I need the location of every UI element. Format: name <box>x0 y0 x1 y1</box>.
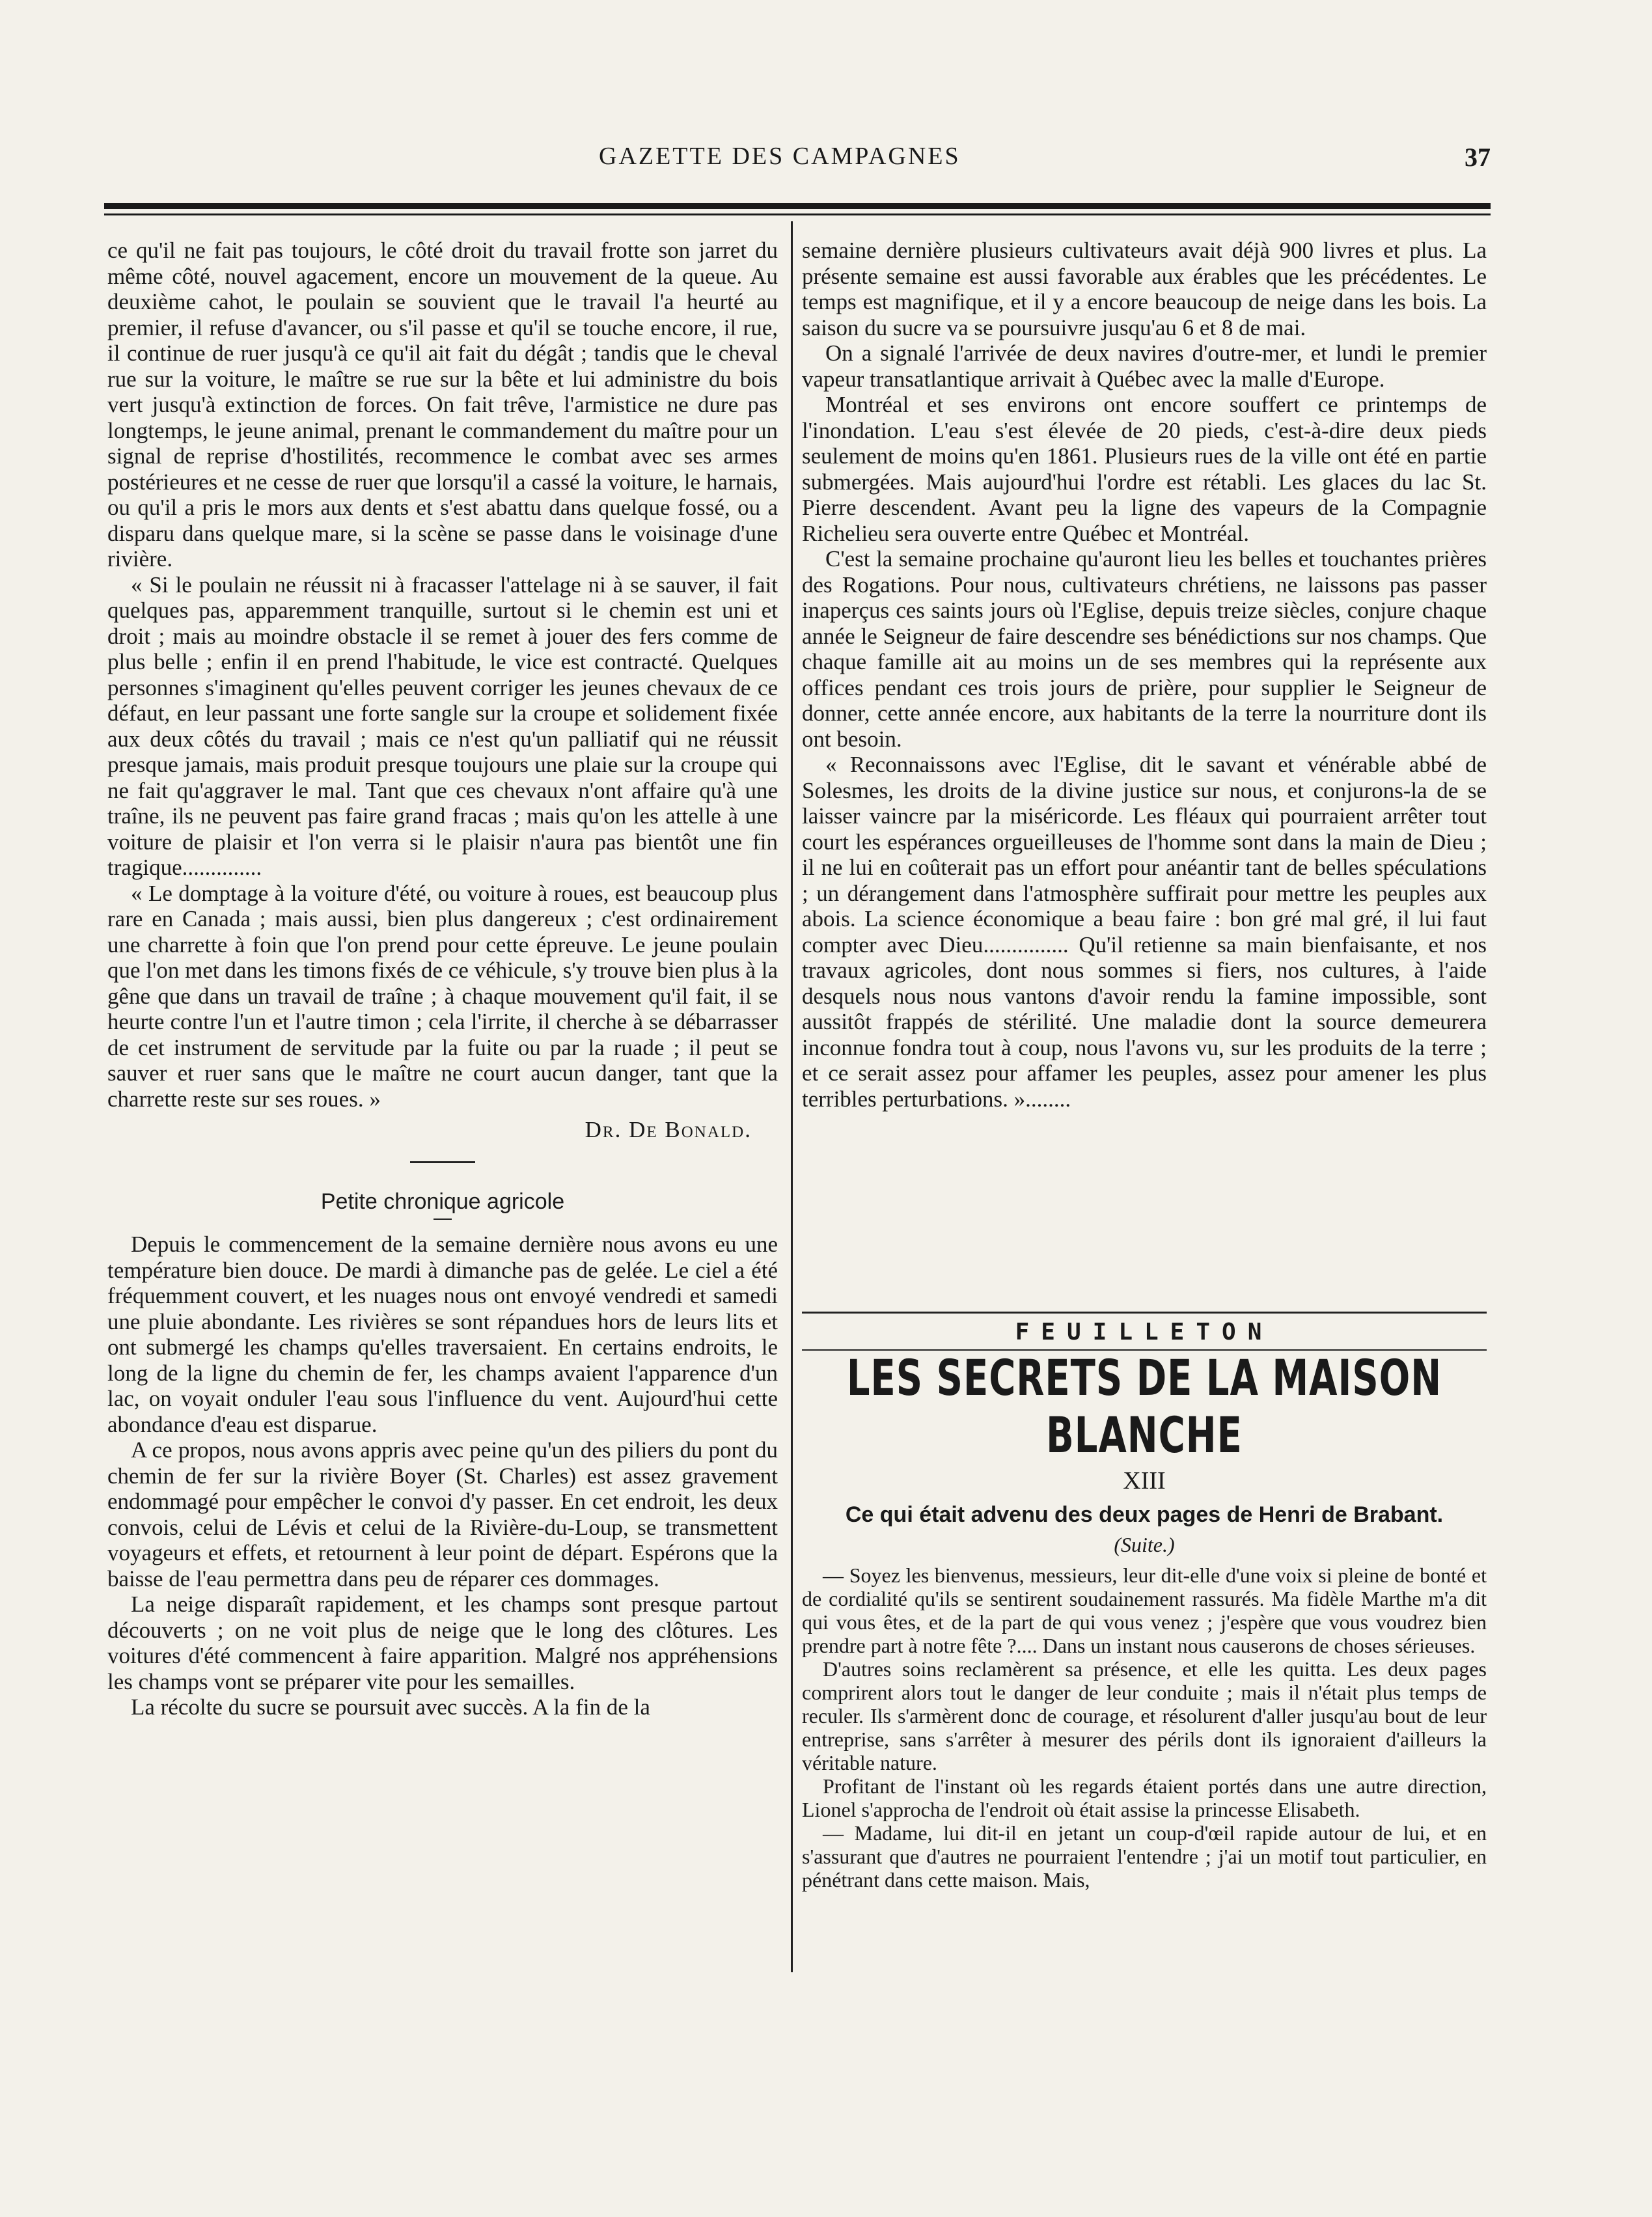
feuilleton-section <box>802 1312 1487 1892</box>
header-rule-thin <box>104 213 1491 215</box>
chapter-title: Ce qui était advenu des deux pages de Henri de Brabant. <box>845 1502 1444 1527</box>
column-divider <box>791 221 793 1972</box>
story-paragraph: — Madame, lui dit-il en jetant un coup-d'œil rapide autour de lui, et en s'assurant que d'autres ne pourraient l'entendre ; j'ai un motif tout particulier, en pénétrant dans cette maison. Mais, <box>802 1821 1487 1892</box>
feuilleton-text <box>802 1563 1487 1892</box>
page-number: 37 <box>1465 143 1491 172</box>
chronique-paragraph: A ce propos, nous avons appris avec peine qu'un des piliers du pont du chemin de fer sur la rivière Boyer (St. Charles) est assez gravement endommagé pour empêcher le convoi d'y passer. En cet endroit, les deux convois, celui de Lévis et celui de la Rivière-du-Loup, se transmettent voyageurs et effets, et retournent à leur point de départ. Espérons que la baisse de l'eau permettra dans peu de réparer ces dommages. <box>107 1437 778 1591</box>
chronique-paragraph: La neige disparaît rapidement, et les champs sont presque partout découverts ; on ne voit plus de neige que le long des clôtures. Les voitures d'été commencent à faire apparition. Malgré nos appréhensions les champs vont se préparer vite pour les semailles. <box>107 1591 778 1694</box>
chronique-paragraph: semaine dernière plusieurs cultivateurs avait déjà 900 livres et plus. La présente semaine est aussi favorable aux érables que les précédentes. Le temps est magnifique, et il y a encore beaucoup de neige dans les bois. La saison du sucre va se poursuivre jusqu'au 6 et 8 de mai. <box>802 238 1487 340</box>
article-paragraph: « Le domptage à la voiture d'été, ou voiture à roues, est beaucoup plus rare en Canada ; mais aussi, bien plus dangereux ; c'est ordinairement une charrette à foin que l'on prend pour cette épreuve. Le jeune poulain que l'on met dans les timons fixés de ce véhicule, s'y trouve bien plus à la gêne que dans un travail de traîne ; à chaque mouvement qu'il fait, il se heurte contre l'un et l'autre timon ; cela l'irrite, il cherche à se débarrasser de cet instrument de servitude par la fuite ou par la ruade ; il peut se sauver et ruer sans que le maître ne court aucun danger, tant que la charrette reste sur ses roues. » <box>107 880 778 1112</box>
chronique-paragraph: On a signalé l'arrivée de deux navires d'outre-mer, et lundi le premier vapeur transatlantique arrivait à Québec avec la malle d'Europe. <box>802 340 1487 392</box>
author-signature: Dr. De Bonald. <box>585 1117 752 1142</box>
section-separator <box>410 1161 475 1163</box>
header-rule-thick <box>104 203 1491 209</box>
chapter-number: XIII <box>1123 1467 1166 1494</box>
feuilleton-label: FEUILLETON <box>1015 1319 1274 1345</box>
story-paragraph: Profitant de l'instant où les regards étaient portés dans une autre direction, Lionel s'approcha de l'endroit où était assise la princesse Elisabeth. <box>802 1774 1487 1821</box>
article-paragraph: « Si le poulain ne réussit ni à fracasser l'attelage ni à se sauver, il fait quelques pas, apparemment tranquille, surtout si le chemin est uni et droit ; mais au moindre obstacle il se remet à jouer des fers comme de plus belle ; enfin il en prend l'habitude, le vice est contracté. Quelques personnes s'imaginent qu'elles peuvent corriger les jeunes chevaux de ce défaut, en leur passant une forte sangle sur la croupe et solidement fixée aux deux côtés du travail ; mais ce n'est qu'un palliatif qui ne réussit presque jamais, mais produit presque toujours une plaie sur la croupe qui ne fait qu'aggraver le mal. Tant que ces chevaux n'ont affaire qu'à une traîne, ils ne peuvent pas faire grand fracas ; mais qu'on les attelle à une voiture de plaisir et l'on verra si le plaisir n'aura pas bientôt une fin tragique.............. <box>107 571 778 880</box>
running-head <box>104 142 1491 181</box>
article-paragraph: ce qu'il ne fait pas toujours, le côté droit du travail frotte son jarret du même côté, nouvel agacement, encore un mouvement de la queue. Au deuxième cahot, le poulain se souvient que le travail l'a heurté au premier, il refuse d'avancer, ou s'il passe et qu'il se touche encore, il rue, il continue de ruer jusqu'à ce qu'il ait fait du dégât ; tandis que le cheval rue sur la voiture, le maître se rue sur la bête et lui administre du bois vert jusqu'à extinction de forces. On fait trêve, l'armistice ne dure pas longtemps, le jeune animal, prenant le commandement du maître pour un signal de reprise d'hostilités, recommence le combat avec ses armes postérieures et ne cesse de ruer que lorsqu'il a cassé la voiture, le harnais, ou qu'il a pris le mors aux dents et s'est abattu dans quelque fossé, ou a disparu dans quelque mare, si la scène se passe dans le voisinage d'une rivière. <box>107 238 778 571</box>
story-paragraph: — Soyez les bienvenus, messieurs, leur dit-elle d'une voix si pleine de bonté et de cordialité qu'ils se sentirent soudainement rassurés. Ma fidèle Marthe m'a dit qui vous êtes, et de la part de qui vous venez ; j'espère que vous voudrez bien prendre part à notre fête ?.... Dans un instant nous causerons de choses sérieuses. <box>802 1563 1487 1657</box>
chronique-paragraph: Montréal et ses environs ont encore souffert ce printemps de l'inondation. L'eau s'est élevée de 20 pieds, c'est-à-dire deux pieds seulement de moins qu'en 1861. Plusieurs rues de la ville ont été en partie submergées. Mais aujourd'hui l'ordre est rétabli. Les glaces du lac St. Pierre descendent. Avant peu la ligne des vapeurs de la Compagnie Richelieu sera ouverte entre Québec et Montréal. <box>802 392 1487 546</box>
right-column <box>802 238 1487 1112</box>
chronique-paragraph: « Reconnaissons avec l'Eglise, dit le savant et vénérable abbé de Solesmes, les droits de la divine justice sur nous, et conjurons-la de se laisser vaincre par la miséricorde. Les fléaux qui pourraient arrêter tout court les espérances orgueilleuses de l'homme sont dans la main de Dieu ; il ne lui en coûterait pas un effort pour anéantir tant de belles spéculations ; un dérangement dans l'atmosphère suffirait pour mettre les peuples aux abois. La science économique a beau faire : bon gré mal gré, il lui faut compter avec Dieu............... Qu'il retienne sa main bienfaisante, et nos travaux agricoles, dont nous sommes si fiers, nos cultures, à l'aide desquels nous nous vantons d'avoir rendu la famine impossible, sont aussitôt frappés de stérilité. Une maladie dont la source demeurera inconnue fondra tout à coup, nous l'avons vu, sur les produits de la terre ; et ce serait assez pour affamer les peuples, assez pour amener les plus terribles perturbations. »........ <box>802 752 1487 1112</box>
chronique-paragraph: Depuis le commencement de la semaine dernière nous avons eu une température bien douce. De mardi à dimanche pas de gelée. Le ciel a été fréquemment couvert, et les nuages nous ont envoyé vendredi et samedi une pluie abondante. Les rivières se sont répandues hors de leurs lits et ont submergé les champs qu'elles traversaient. En certains endroits, le long de la ligne du chemin de fer, les champs avaient l'apparence d'un lac, on voyait onduler l'eau sous l'influence du vent. Aujourd'hui cette abondance d'eau est disparue. <box>107 1232 778 1437</box>
chronique-paragraph: La récolte du sucre se poursuit avec succès. A la fin de la <box>131 1694 650 1720</box>
story-paragraph: D'autres soins reclamèrent sa présence, et elle les quitta. Les deux pages comprirent alors tout le danger de leur conduite ; mais il n'était plus temps de reculer. Ils s'armèrent donc de courage, et résolurent d'aller jusqu'au bout de leur entreprise, sans s'arrêter à mesurer des périls dont ils ignoraient d'ailleurs la véritable nature. <box>802 1657 1487 1774</box>
suite-label: (Suite.) <box>1114 1533 1175 1556</box>
running-title: GAZETTE DES CAMPAGNES <box>599 143 961 170</box>
title-dash <box>434 1219 452 1220</box>
chronique-paragraph: C'est la semaine prochaine qu'auront lieu les belles et touchantes prières des Rogations. Pour nous, cultivateurs chrétiens, ne laissons pas passer inaperçus ces saints jours où l'Eglise, depuis treize siècles, conjure chaque année le Seigneur de faire descendre ses bénédictions sur nos champs. Que chaque famille ait au moins un de ses membres qui la représente aux offices pendant ces trois jours de prière, pour supplier le Seigneur de donner, cette année encore, aux habitants de la terre la nourriture dont ils ont besoin. <box>802 546 1487 752</box>
left-column <box>107 238 778 1720</box>
feuilleton-rule <box>802 1312 1487 1314</box>
story-title: LES SECRETS DE LA MAISON BLANCHE <box>846 1350 1442 1465</box>
section-title: Petite chronique agricole <box>320 1189 565 1214</box>
